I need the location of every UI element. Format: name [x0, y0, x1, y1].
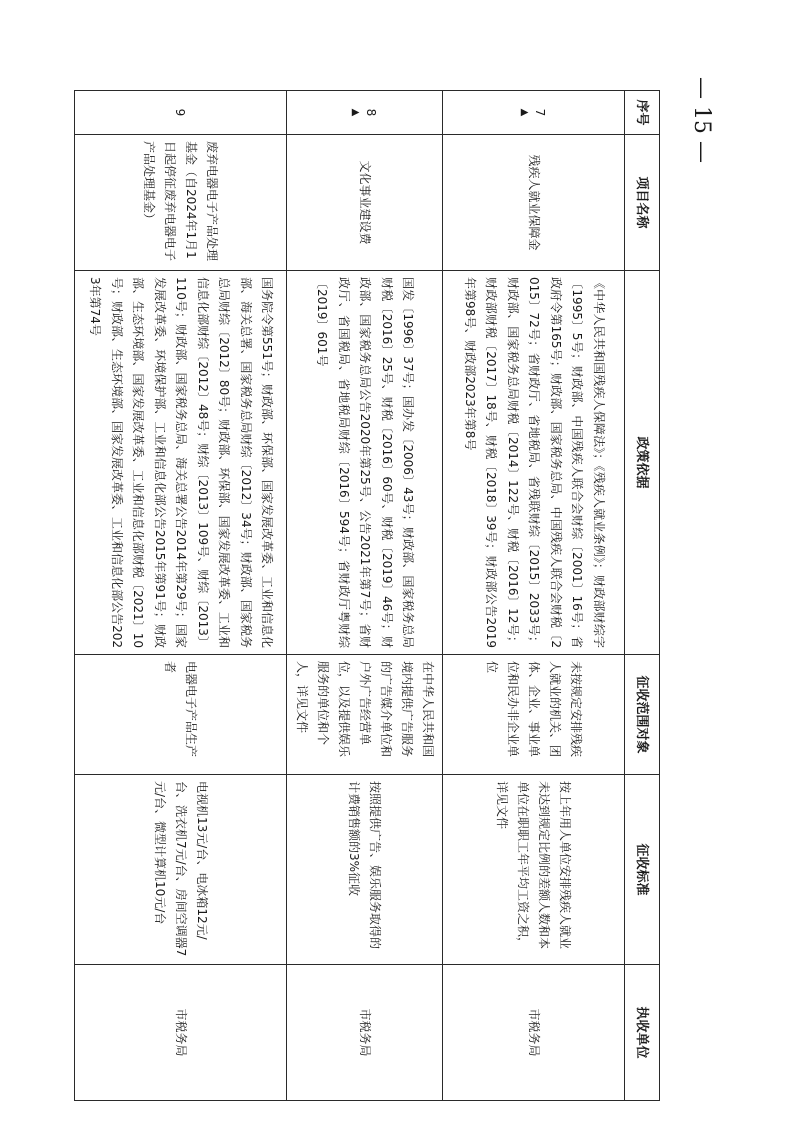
row-seq	[75, 91, 287, 135]
table-row	[75, 91, 287, 1101]
row-standard: 按照提供广告、娱乐服务取得的计费销售额的3%征收	[287, 775, 443, 965]
row-standard: 按上年用人单位安排残疾人就业未达到规定比例的差额人数和本单位在职职工年平均工资之积，详见文件	[443, 775, 625, 965]
row-unit: 市税务局	[287, 965, 443, 1101]
row-seq	[443, 91, 625, 135]
row-name: 废弃电器电子产品处理基金（自2024年1月1日起停征废弃电器电子产品处理基金）	[75, 135, 287, 271]
header-scope: 征收范围对象	[625, 655, 660, 775]
header-standard: 征收标准	[625, 775, 660, 965]
row-name: 文化事业建设费	[287, 135, 443, 271]
row-basis: 《中华人民共和国残疾人保障法》；《残疾人就业条例》；财政部财综字〔1995〕5号；财政部、中国残疾人联合会财综〔2001〕16号；省政府令第165号；财政部、国家税务总局、中国残疾人联合会财税〔2015〕72号；省财政厅、省地税局、省残联财综〔2015〕2033号；财政部、国家税务总局财税〔2014〕122号、财税〔2016〕12号；财政部财税〔2017〕18号、财税〔2018〕39号；财政部公告2019年第98号、财政部2023年第8号	[443, 271, 625, 655]
header-name: 项目名称	[625, 135, 660, 271]
row-standard: 电视机13元/台、电冰箱12元/台、洗衣机7元/台、房间空调器7元/台、微型计算机10元/台	[75, 775, 287, 965]
seq-number: 9	[173, 108, 188, 117]
header-row	[625, 91, 660, 1101]
row-basis: 国发〔1996〕37号；国办发〔2006〕43号；财政部、国家税务总局财税〔2016〕25号、财税〔2016〕60号、财税〔2019〕46号；财政部、国家税务总局公告2020年第25号、公告2021年第7号；省财政厅、省国税局、省地税局财综〔2016〕594号；省财政厅粤财综〔2019〕601号	[287, 271, 443, 655]
row-name: 残疾人就业保障金	[443, 135, 625, 271]
fee-table	[74, 90, 660, 1101]
row-unit: 市税务局	[443, 965, 625, 1101]
triangle-mark-icon: ▲	[519, 108, 531, 117]
row-unit: 市税务局	[75, 965, 287, 1101]
header-basis: 政策依据	[625, 271, 660, 655]
triangle-mark-icon: ▲	[350, 108, 362, 117]
row-scope: 未按规定安排残疾人就业的机关、团体、企业、事业单位和民办非企业单位	[443, 655, 625, 775]
row-scope: 电器电子产品生产者	[75, 655, 287, 775]
row-seq	[287, 91, 443, 135]
page-number: — 15 —	[689, 77, 715, 163]
row-basis: 国务院令第551号；财政部、环保部、国家发展改革委、工业和信息化部、海关总署、国家税务总局财综〔2012〕34号；财政部、国家税务总局财综〔2012〕80号；财政部、环保部、国家发展改革委、工业和信息化部财综〔2012〕48号；财综〔2013〕109号、财综〔2013〕110号；财政部、国家税务总局、海关总署公告2014年第29号；国家发展改革委、环境保护部、工业和信息化部公告2015年第91号；财政部、生态环境部、国家发展改革委、工业和信息化部财税〔2021〕10号；财政部、生态环境部、国家发展改革委、工业和信息化部公告2023年第74号	[75, 271, 287, 655]
table-row	[287, 91, 443, 1101]
fee-table-container	[88, 90, 660, 1100]
header-seq: 序号	[625, 91, 660, 135]
header-unit: 执收单位	[625, 965, 660, 1101]
table-row	[443, 91, 625, 1101]
seq-number: 7	[533, 108, 548, 117]
seq-number: 8	[364, 108, 379, 117]
row-scope: 在中华人民共和国境内提供广告服务的广告媒介单位和户外广告经营单位，以及提供娱乐服务的单位和个人，详见文件	[287, 655, 443, 775]
